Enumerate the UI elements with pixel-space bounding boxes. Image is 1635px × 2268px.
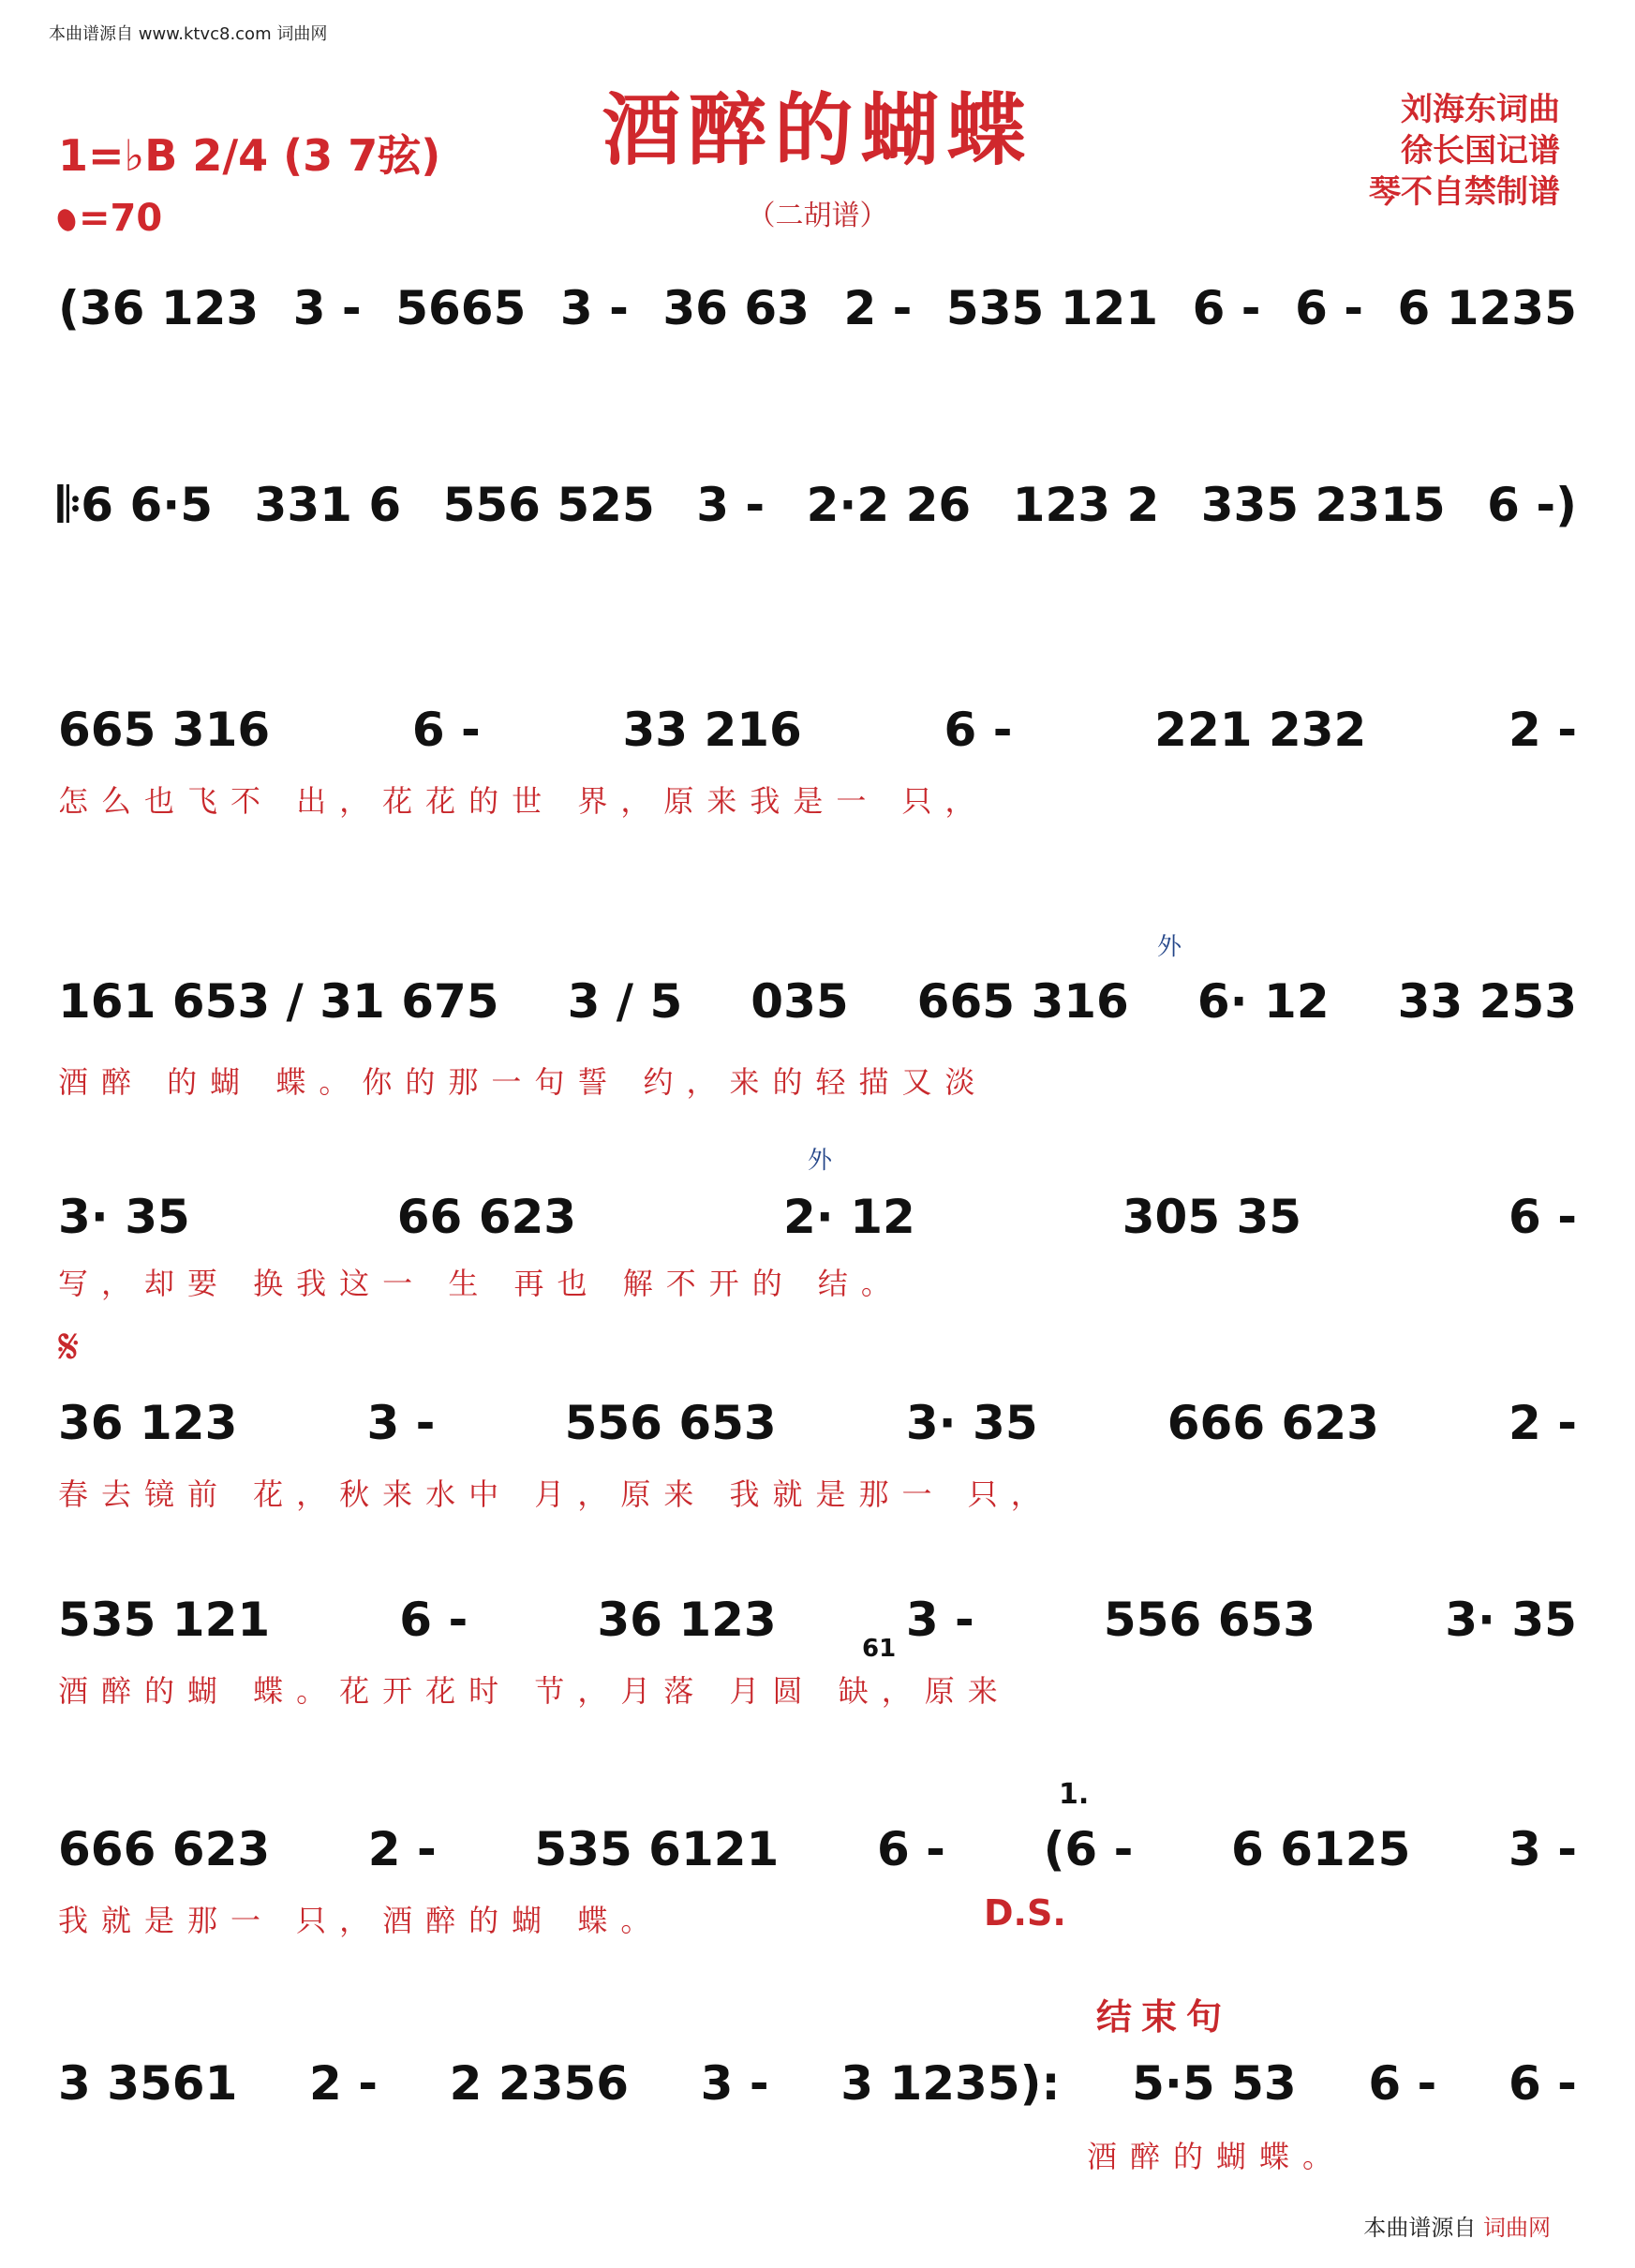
wai-marker: 外: [1157, 933, 1182, 961]
credits: [1369, 89, 1560, 213]
segno-sign: 𝄋: [58, 1319, 80, 1375]
source-prefix: 本曲谱源自: [1363, 2215, 1477, 2241]
measure: 6 -: [876, 1822, 945, 1876]
song-subtitle: （二胡谱）: [747, 200, 888, 232]
measure: 3· 35: [1445, 1593, 1577, 1647]
volta-bracket-label: 1.: [1059, 1778, 1090, 1811]
measure: 6 -: [1368, 2056, 1437, 2111]
staff-line: [58, 1593, 1577, 1647]
measure: 535 121: [945, 281, 1159, 335]
tempo-marking: [58, 197, 162, 240]
measure: 2·2 26: [806, 478, 972, 532]
measure: 556 653: [564, 1396, 777, 1450]
staff-line: [58, 1822, 1577, 1876]
measure: 6 -: [1295, 281, 1364, 335]
measure: 535 6121: [534, 1822, 780, 1876]
measure: 123 2: [1012, 478, 1160, 532]
measure: 36 123: [58, 1396, 238, 1450]
measure: 535 121: [58, 1593, 271, 1647]
measure: 5665: [395, 281, 527, 335]
lyrics-line: 怎么也飞不 出，花花的世 界，原来我是一 只，: [58, 783, 988, 819]
measure: 5·5 53: [1132, 2056, 1297, 2111]
measure: 36 123: [597, 1593, 777, 1647]
measure: 6· 12: [1197, 974, 1330, 1029]
staff-line: [58, 478, 1577, 533]
measure: 6 -: [411, 703, 481, 757]
measure: 6 -: [1508, 2056, 1577, 2111]
measure: 3 -: [292, 281, 362, 335]
tempo-value: =70: [79, 197, 163, 240]
measure: 035: [751, 974, 849, 1029]
measure: 2 -: [843, 281, 913, 335]
lyrics-line: 酒醉的蝴 蝶。花开花时 节，月落 月圆 缺，原来: [58, 1673, 1011, 1709]
measure: 3 -: [366, 1396, 436, 1450]
measure: 6 6125: [1231, 1822, 1411, 1876]
measure: 6 1235: [1397, 281, 1577, 335]
credit-composer: 刘海东词曲: [1401, 91, 1560, 128]
measure: 6 -): [1487, 478, 1577, 532]
lyrics-line: 我就是那一 只，酒醉的蝴 蝶。: [58, 1903, 664, 1938]
measure: 3· 35: [905, 1396, 1038, 1450]
staff-line: [58, 1190, 1577, 1244]
lyrics-line: 春去镜前 花，秋来水中 月，原来 我就是那一 只，: [58, 1476, 1054, 1512]
measure: 3 1235):: [840, 2056, 1061, 2111]
measure: (36 123: [58, 281, 260, 335]
measure: 161 653 / 31 675: [58, 974, 499, 1029]
quarter-note-icon: [54, 207, 78, 234]
measure: 36 63: [662, 281, 810, 335]
lyrics-line: 酒醉的蝴蝶。: [1087, 2139, 1346, 2174]
measure: 6 -: [1509, 1190, 1577, 1244]
staff-line: [58, 281, 1577, 335]
measure: 221 232: [1154, 703, 1367, 757]
measure: 3 / 5: [567, 974, 683, 1029]
measure: 556 525: [442, 478, 655, 532]
measure: 331 6: [254, 478, 402, 532]
measure: 6 -: [1192, 281, 1261, 335]
credit-arranger: 琴不自禁制谱: [1369, 173, 1560, 211]
staff-line: [58, 1396, 1577, 1450]
grace-note: 61: [862, 1635, 897, 1663]
staff-line: [58, 974, 1577, 1029]
staff-line: [58, 703, 1577, 757]
measure: 3 -: [1509, 1822, 1577, 1876]
measure: 335 2315: [1200, 478, 1446, 532]
dal-segno-marker: D.S.: [984, 1892, 1066, 1934]
measure: 2 2356: [449, 2056, 629, 2111]
measure: 66 623: [396, 1190, 577, 1244]
measure: 3 -: [700, 2056, 769, 2111]
source-site-link[interactable]: 词曲网: [1483, 2215, 1551, 2241]
ending-section-label: 结束句: [1096, 1995, 1232, 2038]
lyrics-line: 写，却要 换我这一 生 再也 解不开的 结。: [58, 1266, 904, 1301]
measure: 665 316: [916, 974, 1129, 1029]
credit-transcriber: 徐长国记谱: [1401, 132, 1560, 170]
measure: 305 35: [1122, 1190, 1302, 1244]
staff-line: [58, 2056, 1577, 2111]
source-watermark-bottom: [1363, 2209, 1551, 2242]
measure: 3 -: [696, 478, 765, 532]
measure: 3· 35: [58, 1190, 190, 1244]
measure: 3 -: [905, 1593, 974, 1647]
wai-marker: 外: [808, 1147, 833, 1175]
song-title: 酒醉的蝴蝶: [602, 83, 1033, 176]
measure: 665 316: [58, 703, 271, 757]
measure: 6 -: [399, 1593, 468, 1647]
measure: 𝄆6 6·5: [58, 478, 214, 532]
lyrics-line: 酒醉 的蝴 蝶。你的那一句誓 约，来的轻描又淡: [58, 1064, 988, 1100]
source-watermark-top: 本曲谱源自 www.ktvc8.com 词曲网: [49, 24, 328, 44]
measure: 666 623: [1167, 1396, 1379, 1450]
measure: 6 -: [944, 703, 1013, 757]
measure: 33 253: [1397, 974, 1577, 1029]
measure: (6 -: [1043, 1822, 1134, 1876]
measure: 33 216: [622, 703, 802, 757]
measure: 666 623: [58, 1822, 271, 1876]
measure: 2 -: [1509, 703, 1577, 757]
measure: 556 653: [1103, 1593, 1316, 1647]
measure: 3 -: [559, 281, 629, 335]
measure: 2 -: [309, 2056, 378, 2111]
measure: 2 -: [1509, 1396, 1577, 1450]
measure: 3 3561: [58, 2056, 238, 2111]
measure: 2 -: [367, 1822, 437, 1876]
key-signature: 1=♭B 2/4 (3 7弦): [58, 130, 441, 181]
measure: 2· 12: [783, 1190, 915, 1244]
